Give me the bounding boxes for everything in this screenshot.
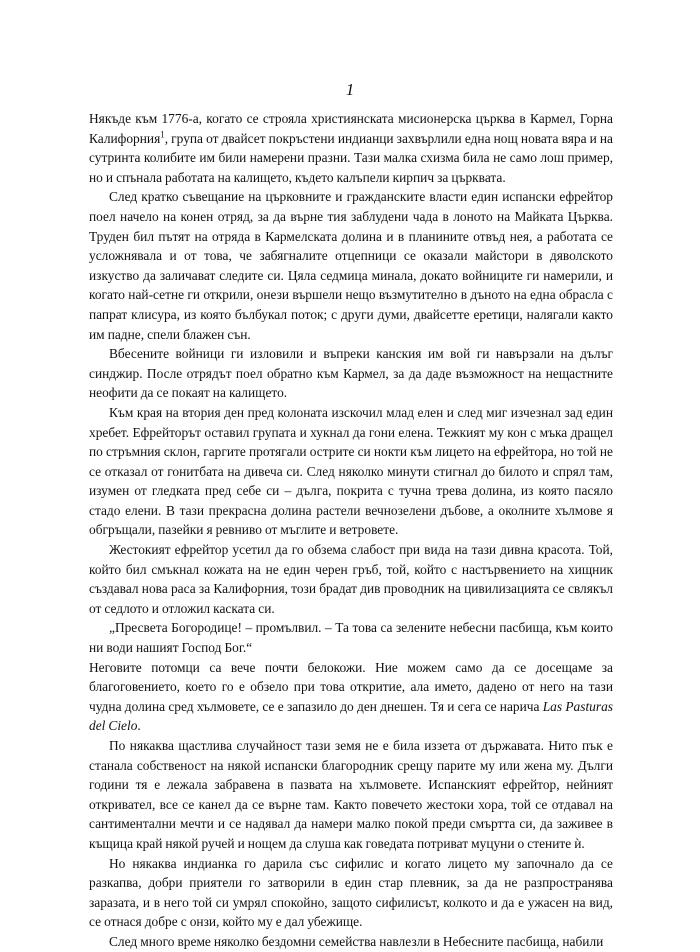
paragraph bbox=[89, 109, 613, 187]
paragraph-text: . bbox=[137, 718, 141, 734]
paragraph-text: След много време няколко бездомни семейства навлезли в Небесните пасбища, набили bbox=[109, 933, 604, 949]
paragraph bbox=[89, 403, 613, 540]
paragraph-text: След кратко съвещание на църковните и гражданските власти един испански ефрейтор поел начело на конен отряд, за да върне тия заблудени чада в лоното на Майката Църква. Труден бил пътят на отряда в Кармелската долина и в планините отвъд нея, а работата се усложнявала и от това, че забягналите отцепници се оказали майстори в дяволското изкуство да заличават следите си. Цяла седмица минала, докато войниците ги намерили, и когато най-сетне ги открили, онези вършели нещо възмутително в дъното на една обрасла с папрат клисура, из която бълбукал поток; с други думи, двайсетте еретици, налягали както им падне, спели блажен сън. bbox=[89, 189, 613, 342]
paragraph bbox=[89, 658, 613, 736]
chapter-number: 1 bbox=[345, 80, 355, 99]
italic-text: Las Pasturas del Cielo bbox=[89, 698, 613, 734]
paragraph-text: Към края на втория ден пред колоната изскочил млад елен и след миг изчезнал зад един хребет. Ефрейторът оставил групата и хукнал да гони елена. Тежкият му кон с мъка дращел по стръмния склон, гаргите протягали острите си нокти към лицето на ефрейтора, но той не се отказал от гонитбата на дивеча си. След няколко минути стигнал до билото и спрял там, изумен от гледката пред себе си – дълга, покрита с тучна трева долина, из която пасяло стадо елени. В тази прекрасна долина растели вечнозелени дъбове, а околните хълмове я обгръщали, пазейки я ревниво от мъглите и ветровете. bbox=[89, 404, 613, 538]
paragraph bbox=[89, 736, 613, 854]
paragraph bbox=[89, 932, 613, 952]
paragraph bbox=[89, 854, 613, 932]
paragraph bbox=[89, 187, 613, 344]
paragraph-text: Някъде към 1776-а, когато се строяла християнската мисионерска църква в Кармел, Горна Калифорния bbox=[89, 111, 613, 146]
paragraph-text: „Пресвета Богородице! – промълвил. – Та това са зелените небесни пасбища, към които ни води нашият Господ Бог.“ bbox=[89, 620, 613, 656]
paragraph-text: Неговите потомци са вече почти белокожи. Ние можем само да се досещаме за благоговението, което го е обзело при това откритие, ала името, дадено от него на тази чудна долина сред хълмовете, се е запазило до ден днешен. Тя и сега се нарича bbox=[89, 659, 613, 714]
chapter-text bbox=[89, 109, 613, 952]
paragraph-text: , група от двайсет покръстени индианци захвърлили една нощ новата вяра и на сутринта колибите им били намерени празни. Тази малка схизма била не само лош пример, но и спънала работата на калището, където калъпели кирпич за църквата. bbox=[89, 130, 613, 185]
paragraph-text: Вбесените войници ги изловили и въпреки канския им вой ги навързали на дълъг синджир. После отрядът поел обратно към Кармел, за да даде възможност на нещастните неофити да се покаят на калището. bbox=[89, 346, 613, 401]
paragraph-text: Жестокият ефрейтор усетил да го обзема слабост при вида на тази дивна красота. Той, който бил смъкнал кожата на не един черен гръб, той, който с настървението на хищник създавал нова раса за Калифорния, този брадат див проводник на цивилизацията се свлякъл от седлото и отложил каската си. bbox=[89, 542, 613, 616]
footnote-ref[interactable]: 1 bbox=[160, 129, 165, 140]
paragraph bbox=[89, 344, 613, 403]
paragraph-text: Но някаква индианка го дарила със сифилис и когато лицето му започнало да се разкапва, добри приятели го затворили в един стар плевник, за да не разпространява заразата, и в него той си умрял спокойно, защото сифилисът, колкото и да е ужасен на вид, се отнася добре с онзи, който му е дал убежище. bbox=[89, 855, 613, 930]
paragraph bbox=[89, 618, 613, 657]
paragraph-text: По някаква щастлива случайност тази земя не е била иззета от държавата. Нито пък е станала собственост на някой испански благородник срещу парите му или жена му. Дълги години тя е лежала забравена в пазвата на хълмовете. Испанският ефрейтор, нейният откривател, все се канел да се върне там. Както повечето жестоки хора, той се отдавал на сантиментални мечти и се надявал да намери малко покой преди смъртта си, да заживее в къщица край някой ручей и нощем да слуша как говедата потриват муцуни о стените ѝ. bbox=[89, 738, 613, 851]
paragraph bbox=[89, 540, 613, 618]
